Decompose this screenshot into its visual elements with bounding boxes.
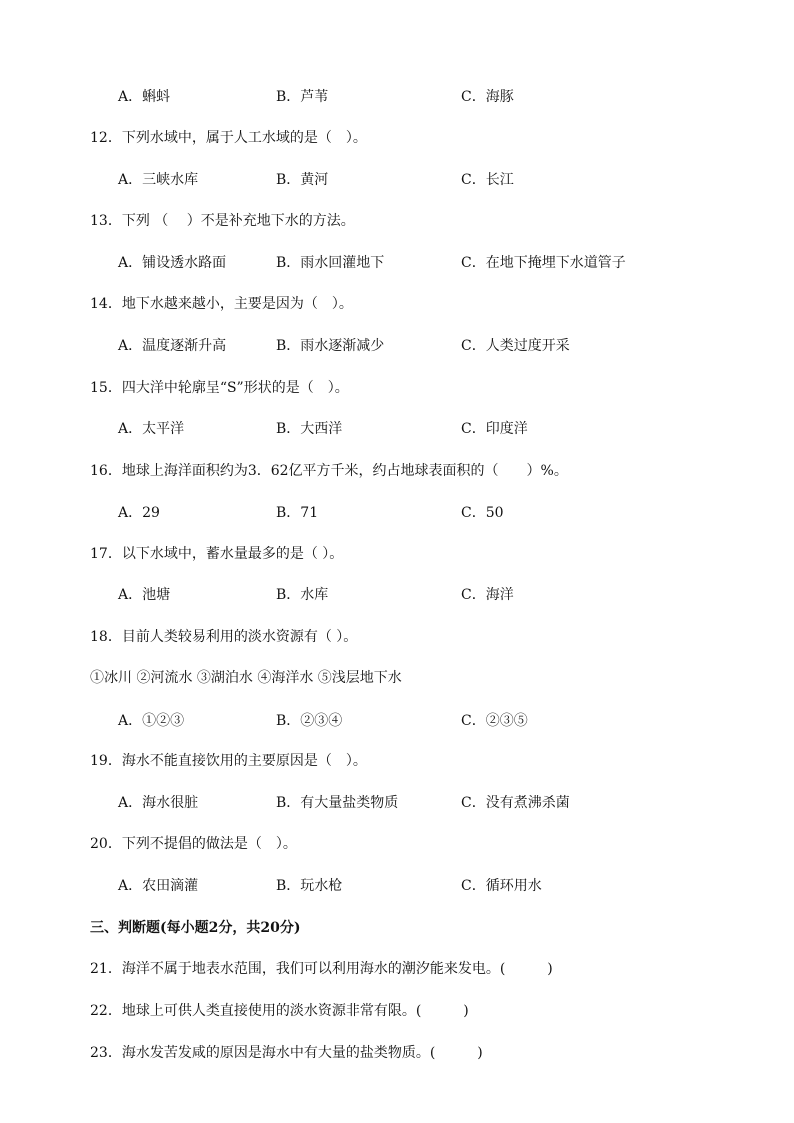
q18-stem: 18．目前人类较易利用的淡水资源有（ ）。 (90, 629, 358, 645)
q13-option-a: A．铺设透水路面 (118, 255, 227, 271)
q15-stem: 15．四大洋中轮廓呈“S”形状的是（ ）。 (90, 380, 349, 396)
q18-option-a: A．①②③ (118, 713, 185, 729)
q19-option-b: B．有大量盐类物质 (276, 795, 399, 811)
q14-option-a: A．温度逐渐升高 (118, 338, 227, 354)
q16-option-a: A．29 (118, 505, 160, 521)
q23-stem: 23．海水发苦发咸的原因是海水中有大量的盐类物质。( ) (90, 1045, 483, 1061)
q17-stem: 17．以下水域中，蓄水量最多的是（ ）。 (90, 546, 344, 562)
q15-option-c: C．印度洋 (461, 421, 528, 437)
q15-option-a: A．太平洋 (118, 421, 185, 437)
q13-stem: 13．下列 （ ）不是补充地下水的方法。 (90, 213, 355, 229)
section-heading-true-false: 三、判断题(每小题2分，共20分) (90, 920, 301, 936)
q21-stem: 21．海洋不属于地表水范围，我们可以利用海水的潮汐能来发电。( ) (90, 961, 553, 977)
q14-option-c: C．人类过度开采 (461, 338, 570, 354)
q14-option-b: B．雨水逐渐减少 (276, 338, 385, 354)
q16-stem: 16．地球上海洋面积约为3．62亿平方千米，约占地球表面积的（ ）%。 (90, 463, 568, 479)
q20-option-a: A．农田滴灌 (118, 878, 199, 894)
q19-stem: 19．海水不能直接饮用的主要原因是（ ）。 (90, 753, 367, 769)
q11-option-a: A．蝌蚪 (118, 89, 171, 105)
q11-option-c: C．海豚 (461, 89, 514, 105)
q14-stem: 14．地下水越来越小，主要是因为（ ）。 (90, 296, 353, 312)
q17-option-c: C．海洋 (461, 587, 514, 603)
q13-option-c: C．在地下掩埋下水道管子 (461, 255, 626, 271)
q11-option-b: B．芦苇 (276, 89, 329, 105)
q15-option-b: B．大西洋 (276, 421, 343, 437)
q17-option-b: B．水库 (276, 587, 329, 603)
q19-option-c: C．没有煮沸杀菌 (461, 795, 570, 811)
q18-sub-list: ①冰川 ②河流水 ③湖泊水 ④海洋水 ⑤浅层地下水 (90, 670, 402, 686)
q13-option-b: B．雨水回灌地下 (276, 255, 385, 271)
q12-option-b: B．黄河 (276, 172, 329, 188)
q16-option-c: C．50 (461, 505, 504, 521)
q12-option-a: A．三峡水库 (118, 172, 199, 188)
q20-stem: 20．下列不提倡的做法是（ ）。 (90, 836, 297, 852)
q12-stem: 12．下列水域中，属于人工水域的是（ ）。 (90, 130, 367, 146)
q12-option-c: C．长江 (461, 172, 514, 188)
q20-option-c: C．循环用水 (461, 878, 542, 894)
q18-option-c: C．②③⑤ (461, 713, 528, 729)
q19-option-a: A．海水很脏 (118, 795, 199, 811)
q16-option-b: B．71 (276, 505, 319, 521)
q20-option-b: B．玩水枪 (276, 878, 343, 894)
q18-option-b: B．②③④ (276, 713, 343, 729)
q22-stem: 22．地球上可供人类直接使用的淡水资源非常有限。( ) (90, 1003, 469, 1019)
q17-option-a: A．池塘 (118, 587, 171, 603)
